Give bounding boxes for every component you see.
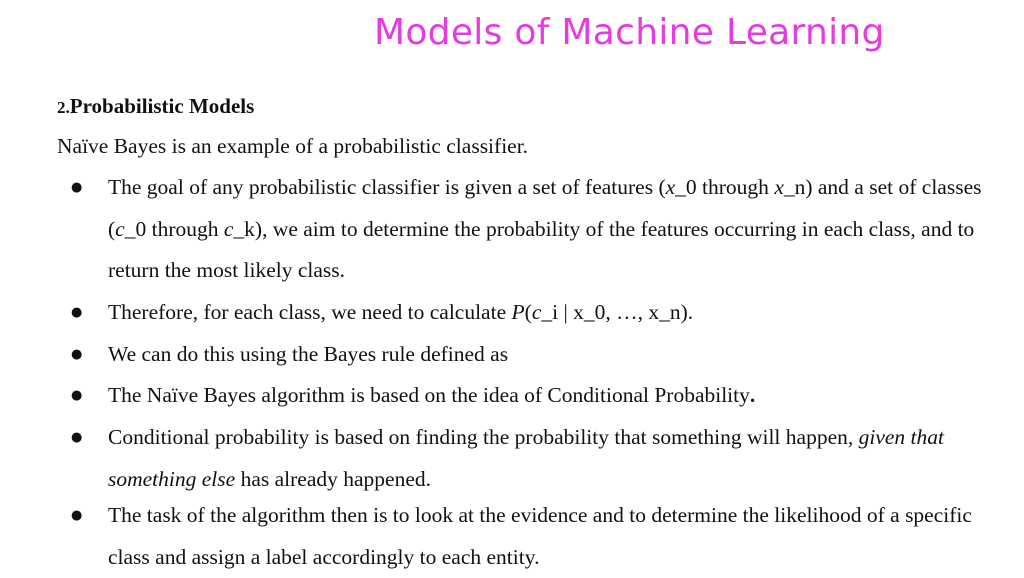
bullet-item-bayes-rule: ● We can do this using the Bayes rule defined as — [108, 334, 1008, 376]
bullet-item-conditional-probability: ● The Naïve Bayes algorithm is based on the idea of Conditional Probability. — [108, 375, 1008, 417]
section-heading — [57, 94, 254, 119]
section-heading-text: Probabilistic Models — [69, 94, 255, 118]
bullet-item-conditional-definition: ● Conditional probability is based on finding the probability that something will happen, given that something else has already happened. — [108, 417, 1008, 500]
slide-title: Models of Machine Learning — [374, 12, 885, 53]
bullet-item-algorithm-task: ● The task of the algorithm then is to look at the evidence and to determine the likelihood of a specific class and assign a label accordingly to each entity. — [108, 495, 1008, 578]
bullet-item-calculate: ● Therefore, for each class, we need to calculate P(c_i | x_0, …, x_n). — [108, 292, 1008, 334]
bullet-item-classifier-goal: ● The goal of any probabilistic classifier is given a set of features (x_0 through x_n) and a set of classes (c_0 through c_k), we aim to determine the probability of the features occurring in each class, and to return the most likely class. — [108, 167, 1008, 292]
intro-text: Naïve Bayes is an example of a probabilistic classifier. — [57, 134, 529, 158]
section-number: 2. — [57, 98, 70, 117]
